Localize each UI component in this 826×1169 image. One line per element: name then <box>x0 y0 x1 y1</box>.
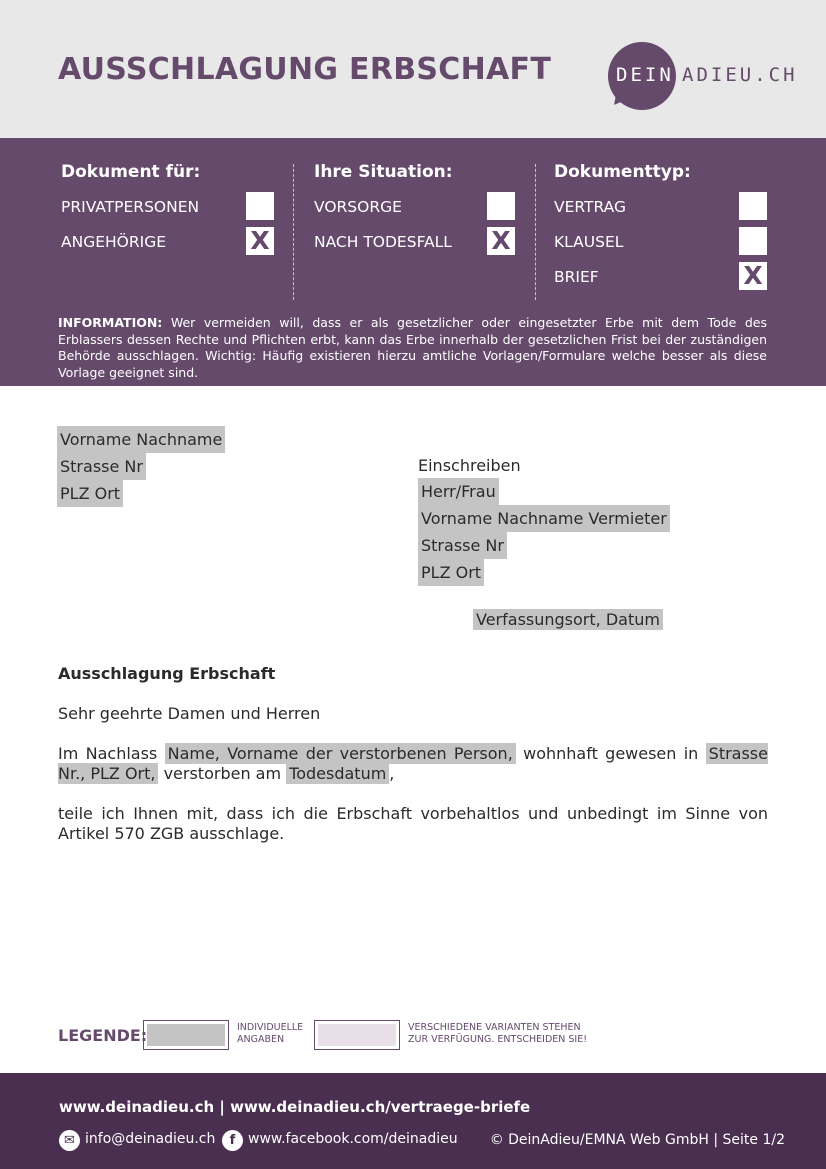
sender-address <box>57 426 225 507</box>
paragraph-text: wohnhaft gewesen in <box>523 744 699 763</box>
option-label: KLAUSEL <box>554 233 624 251</box>
option-label: PRIVATPERSONEN <box>61 198 200 216</box>
paragraph-text: , <box>389 764 395 783</box>
checkbox-vorsorge[interactable] <box>487 192 515 220</box>
mail-icon: ✉ <box>59 1130 80 1151</box>
paragraph-text: Im Nachlass <box>58 744 158 763</box>
option-brief <box>554 261 770 301</box>
column-document-for <box>61 162 277 266</box>
place-date-field[interactable]: Verfassungsort, Datum <box>473 609 663 630</box>
option-nach-todesfall <box>314 226 518 266</box>
checkbox-privatpersonen[interactable] <box>246 192 274 220</box>
checkbox-brief[interactable]: X <box>739 262 767 290</box>
recipient-salutation-field[interactable]: Herr/Frau <box>418 478 499 505</box>
column-situation <box>314 162 518 266</box>
paragraph-text: verstorben am <box>163 764 282 783</box>
facebook-icon: f <box>222 1130 243 1151</box>
page-title: AUSSCHLAGUNG ERBSCHAFT <box>58 52 552 87</box>
document-footer <box>0 1073 826 1169</box>
deceased-address-field[interactable]: Strasse Nr., PLZ Ort, <box>58 744 768 783</box>
checkbox-vertrag[interactable] <box>739 192 767 220</box>
registered-mail-note: Einschreiben <box>418 456 521 475</box>
column-divider <box>535 164 536 300</box>
checkbox-klausel[interactable] <box>739 227 767 255</box>
recipient-street-field[interactable]: Strasse Nr <box>418 532 507 559</box>
option-label: ANGEHÖRIGE <box>61 233 167 251</box>
information-label: INFORMATION: <box>58 315 163 330</box>
footer-website-links[interactable]: www.deinadieu.ch | www.deinadieu.ch/vertraege-briefe <box>59 1098 531 1116</box>
option-vorsorge <box>314 196 518 231</box>
option-label: BRIEF <box>554 268 599 286</box>
legend-text-variants: VERSCHIEDENE VARIANTEN STEHEN ZUR VERFÜGUNG. ENTSCHEIDEN SIE! <box>408 1022 588 1045</box>
legend <box>58 1020 618 1050</box>
information-note <box>58 315 767 381</box>
legend-label: LEGENDE: <box>58 1026 148 1045</box>
footer-email-link[interactable]: info@deinadieu.ch <box>85 1131 216 1147</box>
footer-copyright: © DeinAdieu/EMNA Web GmbH | Seite 1/2 <box>489 1132 785 1148</box>
recipient-city-field[interactable]: PLZ Ort <box>418 559 484 586</box>
option-klausel <box>554 231 770 266</box>
footer-facebook-link[interactable]: www.facebook.com/deinadieu <box>248 1131 458 1147</box>
deinadieu-logo <box>608 42 808 110</box>
option-label: VERTRAG <box>554 198 626 216</box>
document-header <box>0 0 826 138</box>
legend-text-individual: INDIVIDUELLE ANGABEN <box>237 1022 304 1045</box>
logo-text-dein: DEIN <box>616 64 674 86</box>
option-angehoerige <box>61 226 277 266</box>
legend-swatch-variants <box>314 1020 400 1050</box>
letter-paragraph-2: teile ich Ihnen mit, dass ich die Erbschaft vorbehaltlos und unbedingt im Sinne von Artikel 570 ZGB ausschlage. <box>58 804 768 843</box>
checkbox-angehoerige[interactable]: X <box>246 227 274 255</box>
column-heading: Ihre Situation: <box>314 162 453 182</box>
legend-swatch-individual <box>143 1020 229 1050</box>
document-info-panel <box>0 138 826 386</box>
recipient-name-field[interactable]: Vorname Nachname Vermieter <box>418 505 670 532</box>
option-label: VORSORGE <box>314 198 402 216</box>
letter-salutation: Sehr geehrte Damen und Herren <box>58 704 321 723</box>
column-document-type <box>554 162 770 301</box>
column-divider <box>293 164 294 300</box>
logo-text-adieu: ADIEU.CH <box>682 64 798 86</box>
letter-subject: Ausschlagung Erbschaft <box>58 664 276 683</box>
footer-contact-row <box>59 1129 789 1153</box>
sender-city-field[interactable]: PLZ Ort <box>57 480 123 507</box>
letter-paragraph-1 <box>58 744 768 784</box>
option-vertrag <box>554 196 770 231</box>
column-heading: Dokument für: <box>61 162 201 182</box>
column-heading: Dokumenttyp: <box>554 162 691 182</box>
date-of-death-field[interactable]: Todesdatum <box>286 763 389 784</box>
information-text: Wer vermeiden will, dass er als gesetzlicher oder eingesetzter Erbe mit dem Tode des Erblassers dessen Rechte und Pflichten erbt, kann das Erbe innerhalb der gesetzlichen Frist bei der zuständigen Behörde ausschlagen. Wichtig: Häufig existieren hierzu amtliche Vorlagen/Formulare welche besser als diese Vorlage geeignet sind. <box>58 315 767 380</box>
option-label: NACH TODESFALL <box>314 233 452 251</box>
sender-street-field[interactable]: Strasse Nr <box>57 453 146 480</box>
option-privatpersonen <box>61 196 277 231</box>
deceased-name-field[interactable]: Name, Vorname der verstorbenen Person, <box>165 743 516 764</box>
checkbox-nach-todesfall[interactable]: X <box>487 227 515 255</box>
sender-name-field[interactable]: Vorname Nachname <box>57 426 225 453</box>
recipient-address <box>418 453 670 586</box>
